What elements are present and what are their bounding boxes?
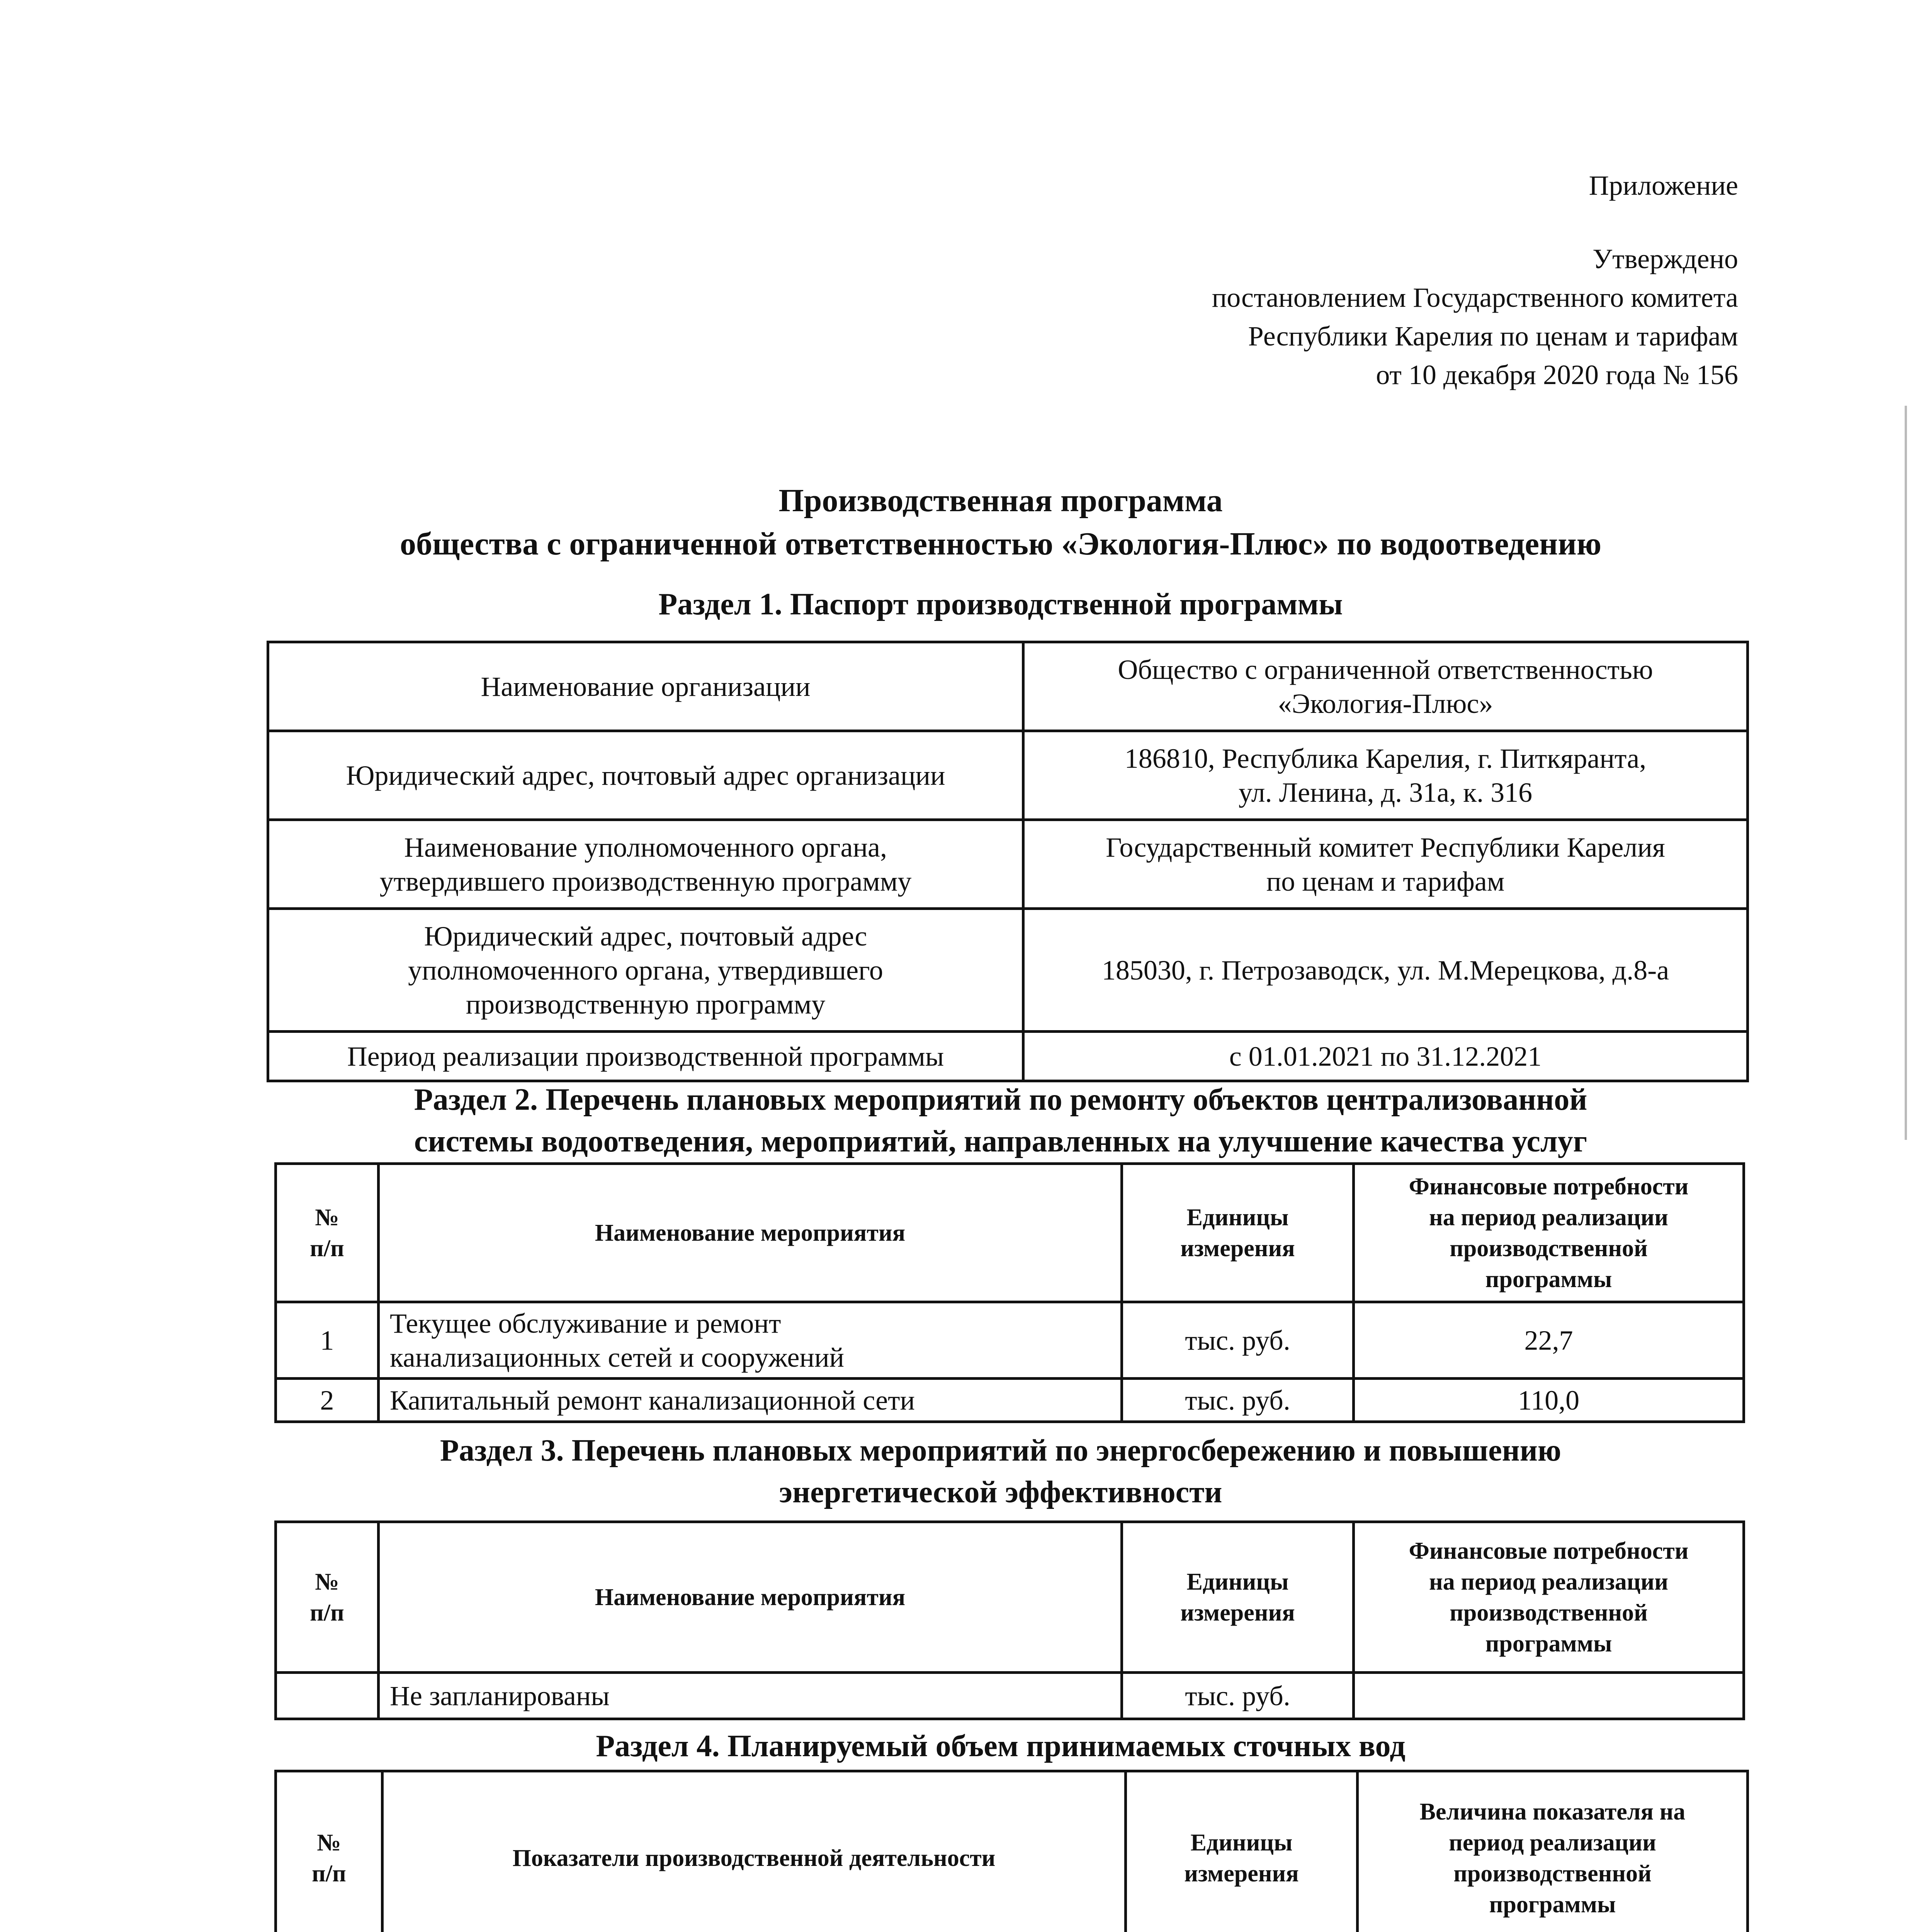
section2-heading: Раздел 2. Перечень плановых мероприятий по ремонту объектов централизованной системы водоотведения, мероприятий, направленных на улучшение качества услуг [414,1083,1587,1158]
num-cell: 2 [276,1379,379,1422]
title-line: Производственная программа [778,483,1223,519]
unit-cell: тыс. руб. [1122,1673,1354,1719]
num-header: № п/п [276,1522,379,1673]
section3-table [274,1520,1745,1720]
value-cell [1354,1673,1744,1719]
approved-label: Утверждено [1592,243,1738,274]
approval-block [1212,240,1738,394]
approval-line: постановлением Государственного комитета [1212,282,1738,313]
value-cell: 186810, Республика Карелия, г. Питкяранта, ул. Ленина, д. 31а, к. 316 [1023,731,1748,820]
table-row [268,909,1748,1032]
num-cell: 1 [276,1302,379,1379]
value-cell: 110,0 [1354,1379,1744,1422]
name-header: Показатели производственной деятельности [382,1771,1126,1932]
name-cell: Текущее обслуживание и ремонт канализационных сетей и сооружений [379,1302,1122,1379]
unit-cell: тыс. руб. [1122,1302,1354,1379]
table-row [276,1302,1744,1379]
num-header: № п/п [276,1164,379,1302]
value-cell: 22,7 [1354,1302,1744,1379]
section4-heading: Раздел 4. Планируемый объем принимаемых сточных вод [596,1729,1406,1763]
num-header: № п/п [276,1771,382,1932]
name-cell: Капитальный ремонт канализационной сети [379,1379,1122,1422]
value-cell: Общество с ограниченной ответственностью «Экология-Плюс» [1023,642,1748,731]
document-title [270,479,1731,566]
unit-cell: тыс. руб. [1122,1379,1354,1422]
table-header-row [276,1771,1748,1932]
value-header: Финансовые потребности на период реализации производственной программы [1354,1164,1744,1302]
label-cell: Период реализации производственной программы [268,1032,1023,1081]
table-row [268,820,1748,909]
table-row [276,1379,1744,1422]
value-header: Величина показателя на период реализации производственной программы [1358,1771,1748,1932]
title-line: общества с ограниченной ответственностью «Экология-Плюс» по водоотведению [399,526,1602,562]
label-cell: Юридический адрес, почтовый адрес уполномоченного органа, утвердившего производственную программу [268,909,1023,1032]
approval-line: Республики Карелия по ценам и тарифам [1248,321,1738,352]
value-cell: с 01.01.2021 по 31.12.2021 [1023,1032,1748,1081]
label-cell: Наименование организации [268,642,1023,731]
unit-header: Единицы измерения [1122,1522,1354,1673]
name-cell: Не запланированы [379,1673,1122,1719]
section1-table [267,641,1749,1082]
section3-heading: Раздел 3. Перечень плановых мероприятий по энергосбережению и повышению энергетической эффективности [440,1434,1561,1509]
num-cell [276,1673,379,1719]
value-cell: Государственный комитет Республики Карелия по ценам и тарифам [1023,820,1748,909]
name-header: Наименование мероприятия [379,1522,1122,1673]
unit-header: Единицы измерения [1126,1771,1358,1932]
section2-table [274,1162,1745,1423]
section1-heading: Раздел 1. Паспорт производственной программы [658,587,1343,621]
section4-table [274,1770,1749,1932]
table-row [268,642,1748,731]
table-row [268,731,1748,820]
table-header-row [276,1164,1744,1302]
scan-edge-line [1905,406,1907,1140]
table-row [276,1673,1744,1719]
approval-line: от 10 декабря 2020 года № 156 [1376,359,1738,390]
table-row [268,1032,1748,1081]
label-cell: Юридический адрес, почтовый адрес организации [268,731,1023,820]
label-cell: Наименование уполномоченного органа, утвердившего производственную программу [268,820,1023,909]
value-cell: 185030, г. Петрозаводск, ул. М.Мерецкова, д.8-а [1023,909,1748,1032]
name-header: Наименование мероприятия [379,1164,1122,1302]
value-header: Финансовые потребности на период реализации производственной программы [1354,1522,1744,1673]
appendix-label: Приложение [1589,170,1738,201]
table-header-row [276,1522,1744,1673]
unit-header: Единицы измерения [1122,1164,1354,1302]
